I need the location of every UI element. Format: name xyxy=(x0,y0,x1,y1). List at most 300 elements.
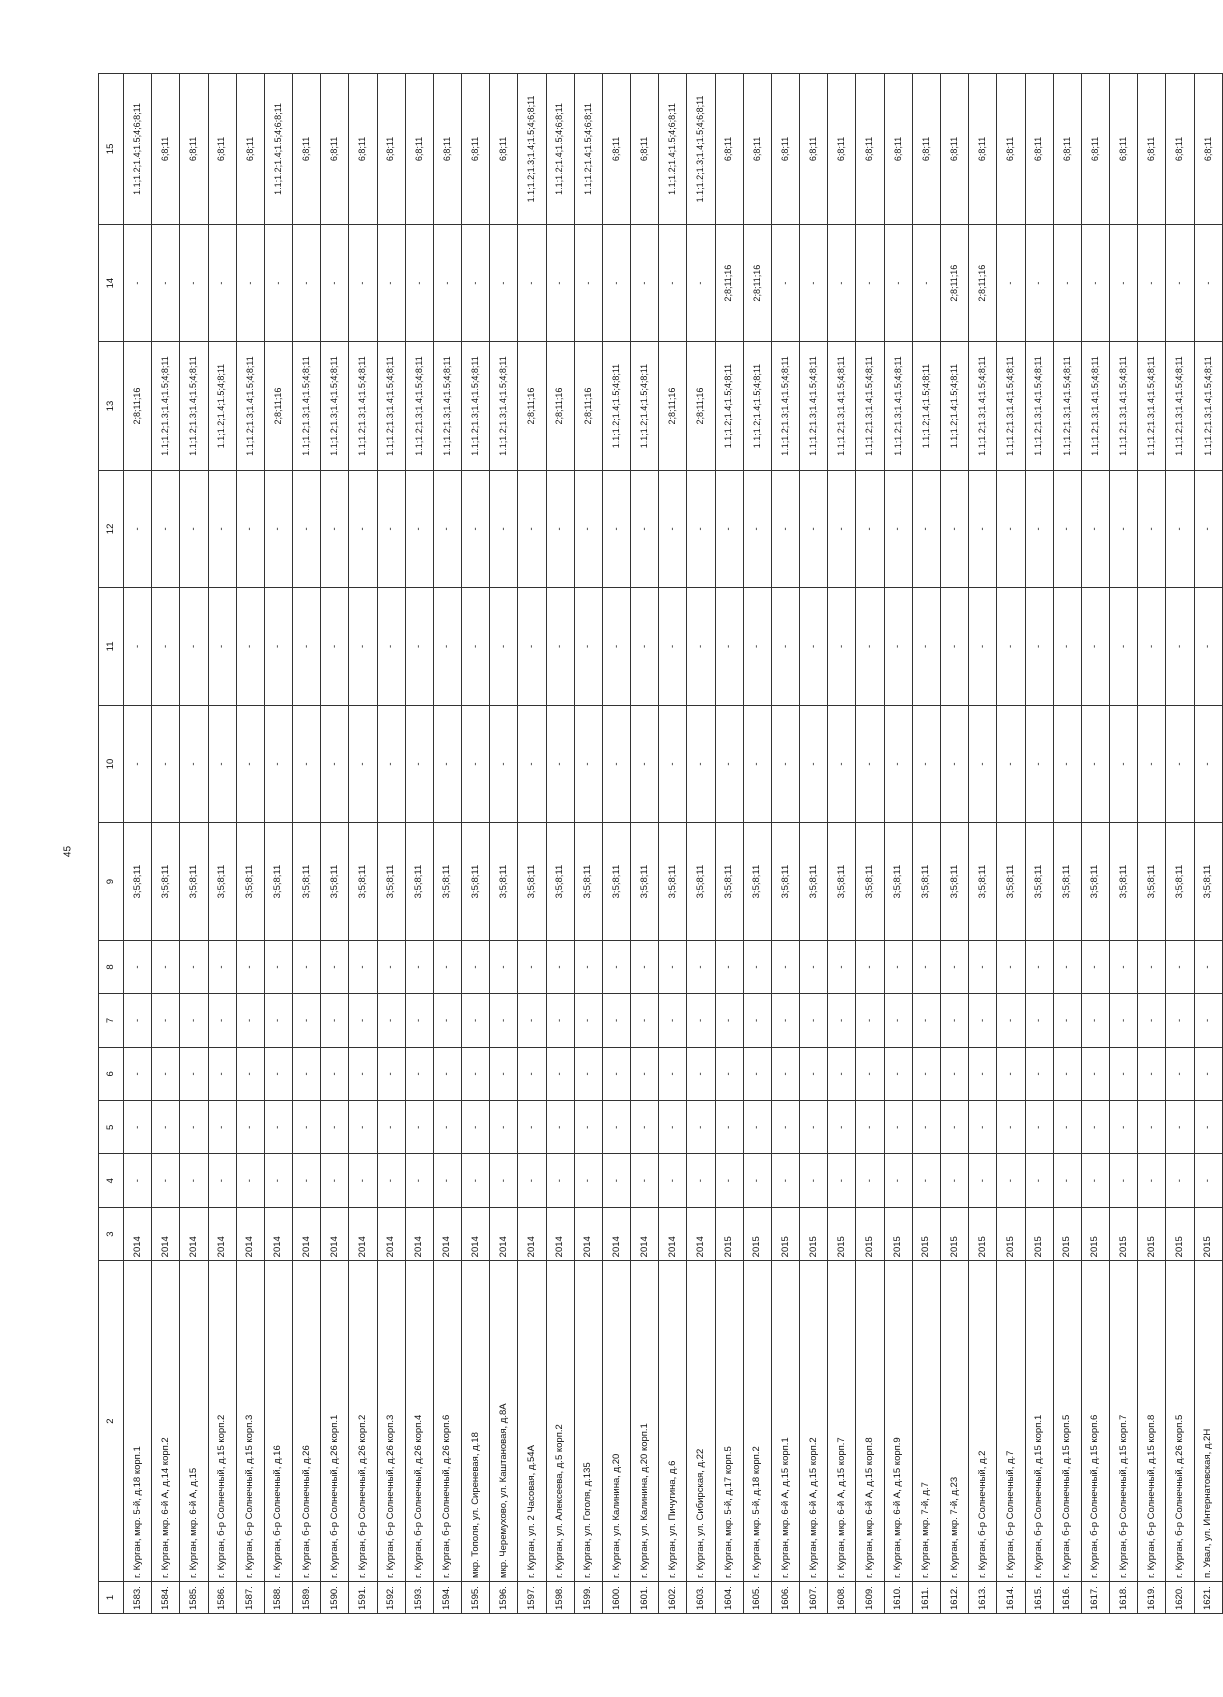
table-cell-col-14: - xyxy=(1194,224,1222,342)
table-cell-col-3: 2014 xyxy=(687,1207,715,1260)
table-cell-col-7: - xyxy=(405,994,433,1047)
table-cell-col-14: - xyxy=(180,224,208,342)
table-cell-col-10: - xyxy=(884,705,912,823)
table-cell-col-12: - xyxy=(659,470,687,588)
table-cell-col-12: - xyxy=(574,470,602,588)
table-cell-col-10: - xyxy=(433,705,461,823)
table-cell-col-8: - xyxy=(293,940,321,993)
table-cell-col-4: - xyxy=(377,1154,405,1207)
table-cell-col-9: 3;5;8;11 xyxy=(771,823,799,941)
table-cell-col-11: - xyxy=(940,588,968,706)
table-cell-col-5: - xyxy=(884,1101,912,1154)
table-cell-col-2: мкр. Черемухово, ул. Каштановая, д.8А xyxy=(490,1261,518,1582)
table-cell-col-14: - xyxy=(659,224,687,342)
table-cell-col-9: 3;5;8;11 xyxy=(405,823,433,941)
table-cell-col-3: 2014 xyxy=(602,1207,630,1260)
table-cell-col-5: - xyxy=(405,1101,433,1154)
table-cell-col-2: г. Курган, б-р Солнечный, д.15 корп.8 xyxy=(1138,1261,1166,1582)
table-cell-col-4: - xyxy=(715,1154,743,1207)
table-cell-col-14: - xyxy=(236,224,264,342)
table-cell-col-4: - xyxy=(264,1154,292,1207)
table-cell-col-11: - xyxy=(1166,588,1194,706)
table-cell-col-13: 1.1;1.2;1.3;1.4;1.5;4;8;11 xyxy=(969,342,997,470)
table-cell-col-11: - xyxy=(1110,588,1138,706)
table-cell-col-9: 3;5;8;11 xyxy=(1138,823,1166,941)
table-cell-col-10: - xyxy=(912,705,940,823)
table-row xyxy=(180,74,208,1614)
table-cell-col-13: 2;8;11;16 xyxy=(546,342,574,470)
table-cell-col-13: 2;8;11;16 xyxy=(124,342,152,470)
table-cell-col-1: 1613. xyxy=(969,1581,997,1613)
table-cell-col-15: 6;8;11 xyxy=(912,74,940,225)
table-cell-col-4: - xyxy=(884,1154,912,1207)
table-cell-col-7: - xyxy=(462,994,490,1047)
table-cell-col-4: - xyxy=(462,1154,490,1207)
table-cell-col-8: - xyxy=(602,940,630,993)
table-cell-col-3: 2014 xyxy=(433,1207,461,1260)
table-cell-col-14: - xyxy=(152,224,180,342)
table-cell-col-9: 3;5;8;11 xyxy=(180,823,208,941)
table-cell-col-5: - xyxy=(1138,1101,1166,1154)
table-cell-col-1: 1598. xyxy=(546,1581,574,1613)
table-cell-col-12: - xyxy=(912,470,940,588)
table-cell-col-11: - xyxy=(236,588,264,706)
table-cell-col-15: 6;8;11 xyxy=(828,74,856,225)
table-cell-col-1: 1583. xyxy=(124,1581,152,1613)
table-cell-col-11: - xyxy=(659,588,687,706)
table-cell-col-10: - xyxy=(940,705,968,823)
table-cell-col-8: - xyxy=(997,940,1025,993)
table-row xyxy=(856,74,884,1614)
table-cell-col-7: - xyxy=(236,994,264,1047)
table-cell-col-14: - xyxy=(321,224,349,342)
table-cell-col-2: г. Курган, б-р Солнечный, д.26 корп.6 xyxy=(433,1261,461,1582)
table-cell-col-6: - xyxy=(997,1047,1025,1100)
table-cell-col-4: - xyxy=(997,1154,1025,1207)
table-row xyxy=(743,74,771,1614)
table-cell-col-13: 1.1;1.2;1.3;1.4;1.5;4;8;11 xyxy=(490,342,518,470)
table-cell-col-13: 1.1;1.2;1.3;1.4;1.5;4;8;11 xyxy=(856,342,884,470)
table-cell-col-12: - xyxy=(1194,470,1222,588)
table-cell-col-15: 6;8;11 xyxy=(180,74,208,225)
column-header-7: 7 xyxy=(99,994,124,1047)
table-cell-col-8: - xyxy=(1053,940,1081,993)
table-cell-col-13: 1.1;1.2;1.3;1.4;1.5;4;8;11 xyxy=(236,342,264,470)
table-row xyxy=(602,74,630,1614)
table-cell-col-8: - xyxy=(433,940,461,993)
table-row xyxy=(1081,74,1109,1614)
table-cell-col-1: 1599. xyxy=(574,1581,602,1613)
table-cell-col-1: 1604. xyxy=(715,1581,743,1613)
table-cell-col-10: - xyxy=(828,705,856,823)
table-cell-col-6: - xyxy=(687,1047,715,1100)
table-cell-col-13: 1.1;1.2;1.3;1.4;1.5;4;8;11 xyxy=(405,342,433,470)
table-cell-col-11: - xyxy=(828,588,856,706)
table-cell-col-8: - xyxy=(912,940,940,993)
table-cell-col-8: - xyxy=(236,940,264,993)
table-cell-col-5: - xyxy=(659,1101,687,1154)
table-cell-col-14: - xyxy=(912,224,940,342)
table-cell-col-11: - xyxy=(293,588,321,706)
table-cell-col-6: - xyxy=(1053,1047,1081,1100)
table-cell-col-7: - xyxy=(321,994,349,1047)
table-cell-col-15: 6;8;11 xyxy=(490,74,518,225)
table-row xyxy=(490,74,518,1614)
table-cell-col-1: 1587. xyxy=(236,1581,264,1613)
column-header-14: 14 xyxy=(99,224,124,342)
table-cell-col-13: 1.1;1.2;1.3;1.4;1.5;4;8;11 xyxy=(1053,342,1081,470)
table-cell-col-12: - xyxy=(349,470,377,588)
table-cell-col-4: - xyxy=(828,1154,856,1207)
table-cell-col-2: г. Курган, ул. 2 Часовая, д.54А xyxy=(518,1261,546,1582)
table-cell-col-13: 1.1;1.2;1.4;1.5;4;8;11 xyxy=(631,342,659,470)
table-cell-col-14: - xyxy=(377,224,405,342)
table-cell-col-2: г. Курган, мкр. 5-й, д.18 корп.2 xyxy=(743,1261,771,1582)
table-cell-col-12: - xyxy=(884,470,912,588)
table-cell-col-5: - xyxy=(771,1101,799,1154)
table-cell-col-3: 2014 xyxy=(208,1207,236,1260)
table-cell-col-9: 3;5;8;11 xyxy=(293,823,321,941)
table-cell-col-10: - xyxy=(997,705,1025,823)
table-cell-col-5: - xyxy=(1166,1101,1194,1154)
table-cell-col-1: 1600. xyxy=(602,1581,630,1613)
table-cell-col-10: - xyxy=(152,705,180,823)
table-cell-col-12: - xyxy=(1081,470,1109,588)
table-cell-col-1: 1591. xyxy=(349,1581,377,1613)
table-row xyxy=(1025,74,1053,1614)
table-cell-col-9: 3;5;8;11 xyxy=(124,823,152,941)
table-cell-col-4: - xyxy=(969,1154,997,1207)
table-cell-col-11: - xyxy=(715,588,743,706)
table-cell-col-10: - xyxy=(1110,705,1138,823)
table-cell-col-4: - xyxy=(124,1154,152,1207)
table-cell-col-15: 6;8;11 xyxy=(293,74,321,225)
table-cell-col-6: - xyxy=(771,1047,799,1100)
table-cell-col-8: - xyxy=(631,940,659,993)
table-cell-col-6: - xyxy=(180,1047,208,1100)
table-cell-col-8: - xyxy=(152,940,180,993)
table-cell-col-14: - xyxy=(856,224,884,342)
table-cell-col-1: 1601. xyxy=(631,1581,659,1613)
table-cell-col-4: - xyxy=(602,1154,630,1207)
table-cell-col-8: - xyxy=(180,940,208,993)
table-cell-col-6: - xyxy=(264,1047,292,1100)
table-cell-col-15: 6;8;11 xyxy=(631,74,659,225)
table-cell-col-7: - xyxy=(1194,994,1222,1047)
header-row xyxy=(99,74,124,1614)
table-cell-col-15: 6;8;11 xyxy=(405,74,433,225)
table-cell-col-2: г. Курган, ул. Калинина, д.20 корп.1 xyxy=(631,1261,659,1582)
table-cell-col-9: 3;5;8;11 xyxy=(940,823,968,941)
table-cell-col-10: - xyxy=(321,705,349,823)
table-row xyxy=(405,74,433,1614)
table-cell-col-15: 6;8;11 xyxy=(1110,74,1138,225)
table-row xyxy=(349,74,377,1614)
table-cell-col-7: - xyxy=(264,994,292,1047)
table-cell-col-8: - xyxy=(124,940,152,993)
table-cell-col-13: 1.1;1.2;1.3;1.4;1.5;4;8;11 xyxy=(1110,342,1138,470)
table-cell-col-10: - xyxy=(743,705,771,823)
table-cell-col-15: 6;8;11 xyxy=(236,74,264,225)
table-cell-col-13: 1.1;1.2;1.3;1.4;1.5;4;8;11 xyxy=(1194,342,1222,470)
table-cell-col-12: - xyxy=(856,470,884,588)
table-cell-col-2: г. Курган, б-р Солнечный, д.26 корп.3 xyxy=(377,1261,405,1582)
table-cell-col-13: 1.1;1.2;1.3;1.4;1.5;4;8;11 xyxy=(1025,342,1053,470)
table-cell-col-10: - xyxy=(1053,705,1081,823)
table-cell-col-12: - xyxy=(743,470,771,588)
table-cell-col-15: 6;8;11 xyxy=(1025,74,1053,225)
table-cell-col-14: - xyxy=(433,224,461,342)
table-cell-col-11: - xyxy=(997,588,1025,706)
column-header-3: 3 xyxy=(99,1207,124,1260)
table-cell-col-8: - xyxy=(715,940,743,993)
table-cell-col-8: - xyxy=(462,940,490,993)
table-cell-col-15: 1.1;1.2;1.4;1.5;4;6;8;11 xyxy=(124,74,152,225)
table-cell-col-4: - xyxy=(940,1154,968,1207)
table-cell-col-9: 3;5;8;11 xyxy=(1053,823,1081,941)
table-cell-col-8: - xyxy=(659,940,687,993)
table-cell-col-4: - xyxy=(1138,1154,1166,1207)
table-cell-col-14: - xyxy=(828,224,856,342)
table-cell-col-6: - xyxy=(574,1047,602,1100)
table-cell-col-3: 2014 xyxy=(490,1207,518,1260)
table-cell-col-1: 1618. xyxy=(1110,1581,1138,1613)
table-cell-col-7: - xyxy=(687,994,715,1047)
table-cell-col-9: 3;5;8;11 xyxy=(1081,823,1109,941)
table-cell-col-8: - xyxy=(377,940,405,993)
table-cell-col-13: 2;8;11;16 xyxy=(264,342,292,470)
table-cell-col-11: - xyxy=(546,588,574,706)
table-cell-col-2: г. Курган, ул. Сибирская, д.22 xyxy=(687,1261,715,1582)
table-cell-col-11: - xyxy=(405,588,433,706)
table-cell-col-14: - xyxy=(124,224,152,342)
table-cell-col-9: 3;5;8;11 xyxy=(518,823,546,941)
table-cell-col-10: - xyxy=(518,705,546,823)
table-cell-col-3: 2015 xyxy=(771,1207,799,1260)
table-cell-col-7: - xyxy=(208,994,236,1047)
table-cell-col-14: - xyxy=(1081,224,1109,342)
table-row xyxy=(1053,74,1081,1614)
table-row xyxy=(1138,74,1166,1614)
table-row xyxy=(771,74,799,1614)
table-cell-col-15: 6;8;11 xyxy=(433,74,461,225)
table-cell-col-2: п. Увал, ул. Интернатовская, д.2Н xyxy=(1194,1261,1222,1582)
column-header-10: 10 xyxy=(99,705,124,823)
table-cell-col-4: - xyxy=(856,1154,884,1207)
table-cell-col-6: - xyxy=(433,1047,461,1100)
table-cell-col-5: - xyxy=(462,1101,490,1154)
table-cell-col-12: - xyxy=(828,470,856,588)
table-cell-col-15: 6;8;11 xyxy=(771,74,799,225)
table-cell-col-11: - xyxy=(518,588,546,706)
table-cell-col-13: 1.1;1.2;1.4;1.5;4;8;11 xyxy=(715,342,743,470)
table-cell-col-10: - xyxy=(1081,705,1109,823)
table-row xyxy=(518,74,546,1614)
table-cell-col-4: - xyxy=(771,1154,799,1207)
table-cell-col-1: 1584. xyxy=(152,1581,180,1613)
table-cell-col-4: - xyxy=(546,1154,574,1207)
table-cell-col-6: - xyxy=(631,1047,659,1100)
table-cell-col-15: 6;8;11 xyxy=(321,74,349,225)
column-header-15: 15 xyxy=(99,74,124,225)
table-cell-col-12: - xyxy=(124,470,152,588)
table-cell-col-2: г. Курган, б-р Солнечный, д.26 корп.4 xyxy=(405,1261,433,1582)
table-cell-col-15: 6;8;11 xyxy=(377,74,405,225)
table-cell-col-14: - xyxy=(293,224,321,342)
table-cell-col-13: 1.1;1.2;1.3;1.4;1.5;4;8;11 xyxy=(1166,342,1194,470)
table-cell-col-15: 6;8;11 xyxy=(1053,74,1081,225)
column-header-5: 5 xyxy=(99,1101,124,1154)
table-row xyxy=(321,74,349,1614)
table-cell-col-1: 1590. xyxy=(321,1581,349,1613)
table-cell-col-7: - xyxy=(1166,994,1194,1047)
table-cell-col-12: - xyxy=(433,470,461,588)
table-cell-col-12: - xyxy=(687,470,715,588)
table-cell-col-1: 1619. xyxy=(1138,1581,1166,1613)
table-cell-col-9: 3;5;8;11 xyxy=(602,823,630,941)
table-cell-col-13: 1.1;1.2;1.3;1.4;1.5;4;8;11 xyxy=(1081,342,1109,470)
table-cell-col-6: - xyxy=(518,1047,546,1100)
table-cell-col-1: 1621. xyxy=(1194,1581,1222,1613)
table-cell-col-6: - xyxy=(715,1047,743,1100)
table-cell-col-5: - xyxy=(912,1101,940,1154)
table-cell-col-5: - xyxy=(1110,1101,1138,1154)
table-cell-col-14: - xyxy=(490,224,518,342)
table-cell-col-10: - xyxy=(771,705,799,823)
table-cell-col-3: 2015 xyxy=(1166,1207,1194,1260)
table-cell-col-15: 6;8;11 xyxy=(800,74,828,225)
table-cell-col-15: 6;8;11 xyxy=(1138,74,1166,225)
table-cell-col-10: - xyxy=(405,705,433,823)
table-cell-col-11: - xyxy=(349,588,377,706)
table-cell-col-8: - xyxy=(321,940,349,993)
table-cell-col-2: г. Курган, б-р Солнечный, д.15 корп.5 xyxy=(1053,1261,1081,1582)
table-cell-col-6: - xyxy=(152,1047,180,1100)
table-cell-col-2: г. Курган, б-р Солнечный, д.26 xyxy=(293,1261,321,1582)
table-cell-col-14: - xyxy=(546,224,574,342)
table-row xyxy=(208,74,236,1614)
table-cell-col-9: 3;5;8;11 xyxy=(800,823,828,941)
table-cell-col-5: - xyxy=(800,1101,828,1154)
table-cell-col-10: - xyxy=(1194,705,1222,823)
table-row xyxy=(687,74,715,1614)
table-cell-col-1: 1596. xyxy=(490,1581,518,1613)
table-cell-col-9: 3;5;8;11 xyxy=(1025,823,1053,941)
table-cell-col-3: 2015 xyxy=(715,1207,743,1260)
table-row xyxy=(940,74,968,1614)
table-cell-col-5: - xyxy=(997,1101,1025,1154)
table-cell-col-14: - xyxy=(771,224,799,342)
column-header-2: 2 xyxy=(99,1261,124,1582)
table-cell-col-12: - xyxy=(1138,470,1166,588)
table-row xyxy=(659,74,687,1614)
table-cell-col-1: 1592. xyxy=(377,1581,405,1613)
table-cell-col-5: - xyxy=(124,1101,152,1154)
table-cell-col-10: - xyxy=(490,705,518,823)
table-cell-col-4: - xyxy=(574,1154,602,1207)
table-cell-col-9: 3;5;8;11 xyxy=(969,823,997,941)
table-cell-col-15: 6;8;11 xyxy=(969,74,997,225)
table-cell-col-7: - xyxy=(180,994,208,1047)
table-cell-col-12: - xyxy=(997,470,1025,588)
table-cell-col-10: - xyxy=(1138,705,1166,823)
table-cell-col-15: 6;8;11 xyxy=(856,74,884,225)
table-cell-col-14: - xyxy=(1138,224,1166,342)
table-cell-col-10: - xyxy=(659,705,687,823)
table-cell-col-2: г. Курган, б-р Солнечный, д.7 xyxy=(997,1261,1025,1582)
table-cell-col-12: - xyxy=(602,470,630,588)
table-cell-col-2: г. Курган, ул. Пичугина, д.6 xyxy=(659,1261,687,1582)
table-cell-col-1: 1594. xyxy=(433,1581,461,1613)
table-cell-col-7: - xyxy=(715,994,743,1047)
table-cell-col-15: 6;8;11 xyxy=(208,74,236,225)
table-cell-col-7: - xyxy=(771,994,799,1047)
table-cell-col-3: 2014 xyxy=(180,1207,208,1260)
table-cell-col-14: - xyxy=(518,224,546,342)
table-cell-col-13: 1.1;1.2;1.3;1.4;1.5;4;8;11 xyxy=(321,342,349,470)
table-cell-col-4: - xyxy=(293,1154,321,1207)
table-cell-col-6: - xyxy=(1110,1047,1138,1100)
table-cell-col-3: 2014 xyxy=(321,1207,349,1260)
table-cell-col-6: - xyxy=(321,1047,349,1100)
table-cell-col-14: - xyxy=(1025,224,1053,342)
table-cell-col-7: - xyxy=(1053,994,1081,1047)
table-row xyxy=(236,74,264,1614)
table-cell-col-5: - xyxy=(349,1101,377,1154)
table-row xyxy=(800,74,828,1614)
table-row xyxy=(828,74,856,1614)
table-cell-col-6: - xyxy=(912,1047,940,1100)
table-cell-col-2: г. Курган, мкр. 5-й, д.17 корп.5 xyxy=(715,1261,743,1582)
table-cell-col-1: 1603. xyxy=(687,1581,715,1613)
table-cell-col-13: 1.1;1.2;1.3;1.4;1.5;4;8;11 xyxy=(771,342,799,470)
table-cell-col-11: - xyxy=(743,588,771,706)
table-cell-col-11: - xyxy=(377,588,405,706)
table-cell-col-8: - xyxy=(518,940,546,993)
table-cell-col-10: - xyxy=(546,705,574,823)
table-cell-col-8: - xyxy=(1110,940,1138,993)
table-cell-col-11: - xyxy=(321,588,349,706)
table-cell-col-15: 6;8;11 xyxy=(152,74,180,225)
table-cell-col-7: - xyxy=(1081,994,1109,1047)
table-cell-col-6: - xyxy=(124,1047,152,1100)
table-cell-col-14: - xyxy=(997,224,1025,342)
table-cell-col-9: 3;5;8;11 xyxy=(1110,823,1138,941)
table-cell-col-2: г. Курган, б-р Солнечный, д.2 xyxy=(969,1261,997,1582)
table-cell-col-13: 1.1;1.2;1.4;1.5;4;8;11 xyxy=(602,342,630,470)
table-cell-col-8: - xyxy=(1138,940,1166,993)
table-cell-col-15: 6;8;11 xyxy=(997,74,1025,225)
table-cell-col-11: - xyxy=(771,588,799,706)
table-cell-col-10: - xyxy=(236,705,264,823)
table-cell-col-3: 2015 xyxy=(1025,1207,1053,1260)
table-cell-col-4: - xyxy=(800,1154,828,1207)
table-cell-col-1: 1617. xyxy=(1081,1581,1109,1613)
table-cell-col-8: - xyxy=(771,940,799,993)
table-cell-col-3: 2014 xyxy=(124,1207,152,1260)
table-cell-col-10: - xyxy=(602,705,630,823)
table-row xyxy=(715,74,743,1614)
table-cell-col-15: 6;8;11 xyxy=(602,74,630,225)
table-cell-col-9: 3;5;8;11 xyxy=(912,823,940,941)
table-cell-col-7: - xyxy=(490,994,518,1047)
table-cell-col-7: - xyxy=(433,994,461,1047)
table-cell-col-11: - xyxy=(208,588,236,706)
table-row xyxy=(574,74,602,1614)
table-cell-col-6: - xyxy=(1025,1047,1053,1100)
table-row xyxy=(631,74,659,1614)
table-cell-col-10: - xyxy=(180,705,208,823)
